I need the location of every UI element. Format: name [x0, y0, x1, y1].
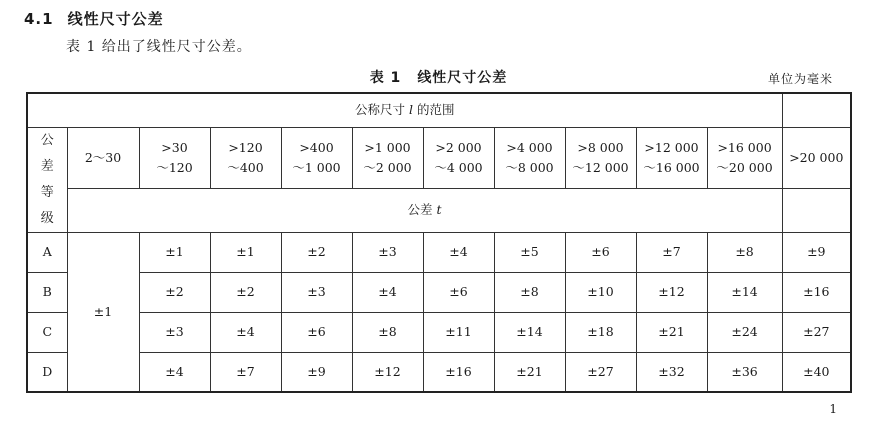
- range-upper: ～1 000: [292, 159, 341, 175]
- tolerance-value-cell: ±6: [281, 312, 352, 352]
- ranges-row: [27, 127, 851, 189]
- tolerance-table: [26, 92, 852, 393]
- tolerance-value-cell: ±21: [636, 312, 707, 352]
- table-row: [27, 272, 851, 312]
- tolerance-value-cell: ±8: [494, 272, 565, 312]
- range-lower: >12 000: [644, 139, 699, 155]
- range-upper: ～4 000: [434, 159, 483, 175]
- range-title-prefix: 公称尺寸: [355, 102, 406, 118]
- tolerance-value-cell: ±11: [423, 312, 494, 352]
- tolerance-value-cell: ±14: [494, 312, 565, 352]
- table-caption: [0, 67, 877, 87]
- section-number: 4.1: [24, 10, 54, 28]
- range-lower: >30: [161, 139, 188, 155]
- section-title: 线性尺寸公差: [67, 10, 164, 28]
- grade-label-char: 级: [40, 210, 54, 226]
- tolerance-value-cell: ±21: [494, 352, 565, 392]
- grade-label-char: 差: [40, 158, 54, 174]
- tolerance-value-cell: ±32: [636, 352, 707, 392]
- range-header-cell: [782, 127, 851, 189]
- grade-cell: B: [27, 272, 67, 312]
- tolerance-value-cell: ±40: [782, 352, 851, 392]
- range-lower: 2～30: [84, 149, 122, 165]
- tolerance-value-cell: ±9: [782, 232, 851, 272]
- section-heading: [24, 8, 164, 29]
- range-lower: >400: [299, 139, 334, 155]
- tolerance-value-cell: ±12: [636, 272, 707, 312]
- tolerance-value-cell: ±18: [565, 312, 636, 352]
- tolerance-value-cell: ±4: [352, 272, 423, 312]
- range-header-cell: [707, 127, 782, 189]
- range-title-cell: [27, 93, 782, 127]
- range-header-cell: [210, 127, 281, 189]
- tolerance-title-cell: [67, 189, 782, 232]
- tolerance-value-cell: ±4: [423, 232, 494, 272]
- range-header-cell: [494, 127, 565, 189]
- range-lower: >20 000: [789, 149, 844, 165]
- range-upper: ～2 000: [363, 159, 412, 175]
- tolerance-value-cell: ±36: [707, 352, 782, 392]
- range-lower: >8 000: [577, 139, 624, 155]
- range-header-cell: [281, 127, 352, 189]
- range-upper: ～20 000: [716, 159, 773, 175]
- tolerance-value-cell: ±2: [281, 232, 352, 272]
- tolerance-value-cell: ±1: [210, 232, 281, 272]
- tolerance-value-cell: ±24: [707, 312, 782, 352]
- merged-tolerance-cell: ±1: [67, 232, 139, 392]
- range-lower: >2 000: [435, 139, 482, 155]
- tolerance-value-cell: ±12: [352, 352, 423, 392]
- range-title-suffix: 的范围: [417, 102, 455, 118]
- unit-note: 单位为毫米: [767, 72, 833, 86]
- range-upper: ～400: [227, 159, 264, 175]
- intro-text: 表 1 给出了线性尺寸公差。: [66, 39, 252, 55]
- range-lower: >1 000: [364, 139, 411, 155]
- grade-cell: C: [27, 312, 67, 352]
- tolerance-value-cell: ±1: [139, 232, 210, 272]
- tolerance-value-cell: ±2: [139, 272, 210, 312]
- grade-cell: A: [27, 232, 67, 272]
- range-upper: ～16 000: [643, 159, 700, 175]
- tolerance-value-cell: ±3: [281, 272, 352, 312]
- tolerance-value-cell: ±9: [281, 352, 352, 392]
- grade-cell: D: [27, 352, 67, 392]
- tolerance-value-cell: ±10: [565, 272, 636, 312]
- tolerance-value-cell: ±6: [565, 232, 636, 272]
- tolerance-value-cell: ±3: [352, 232, 423, 272]
- page-number: 1: [829, 402, 837, 416]
- grade-label-cell: [27, 127, 67, 232]
- tolerance-value-cell: ±7: [210, 352, 281, 392]
- tolerance-value-cell: ±14: [707, 272, 782, 312]
- range-header-cell: [352, 127, 423, 189]
- tolerance-value-cell: ±8: [352, 312, 423, 352]
- table-row: [27, 232, 851, 272]
- tolerance-value-cell: ±27: [565, 352, 636, 392]
- tolerance-value-cell: ±16: [782, 272, 851, 312]
- range-lower: >16 000: [717, 139, 772, 155]
- tolerance-value-cell: ±8: [707, 232, 782, 272]
- tolerance-value-cell: ±7: [636, 232, 707, 272]
- tolerance-value-cell: ±4: [139, 352, 210, 392]
- range-header-cell: [139, 127, 210, 189]
- table-row: [27, 312, 851, 352]
- tolerance-value-cell: ±2: [210, 272, 281, 312]
- range-lower: >4 000: [506, 139, 553, 155]
- range-lower: >120: [228, 139, 263, 155]
- table-caption-number: 表 1: [369, 70, 402, 86]
- table-row: [27, 352, 851, 392]
- table-caption-title: 线性尺寸公差: [417, 70, 508, 86]
- range-header-cell: [67, 127, 139, 189]
- tolerance-value-cell: ±5: [494, 232, 565, 272]
- range-upper: ～120: [156, 159, 193, 175]
- tolerance-value-cell: ±27: [782, 312, 851, 352]
- grade-label-char: 公: [40, 132, 54, 148]
- tolerance-value-cell: ±4: [210, 312, 281, 352]
- range-upper: ～12 000: [572, 159, 629, 175]
- range-header-cell: [423, 127, 494, 189]
- tolerance-value-cell: ±16: [423, 352, 494, 392]
- tolerance-title-row: [27, 189, 851, 232]
- range-title-row: [27, 93, 851, 127]
- tolerance-title-var: t: [436, 202, 442, 218]
- range-upper: ～8 000: [505, 159, 554, 175]
- range-header-cell: [565, 127, 636, 189]
- tolerance-value-cell: ±3: [139, 312, 210, 352]
- tolerance-title-prefix: 公差: [407, 202, 433, 218]
- tolerance-value-cell: ±6: [423, 272, 494, 312]
- grade-label-char: 等: [40, 184, 54, 200]
- range-title-var: l: [409, 102, 414, 118]
- range-header-cell: [636, 127, 707, 189]
